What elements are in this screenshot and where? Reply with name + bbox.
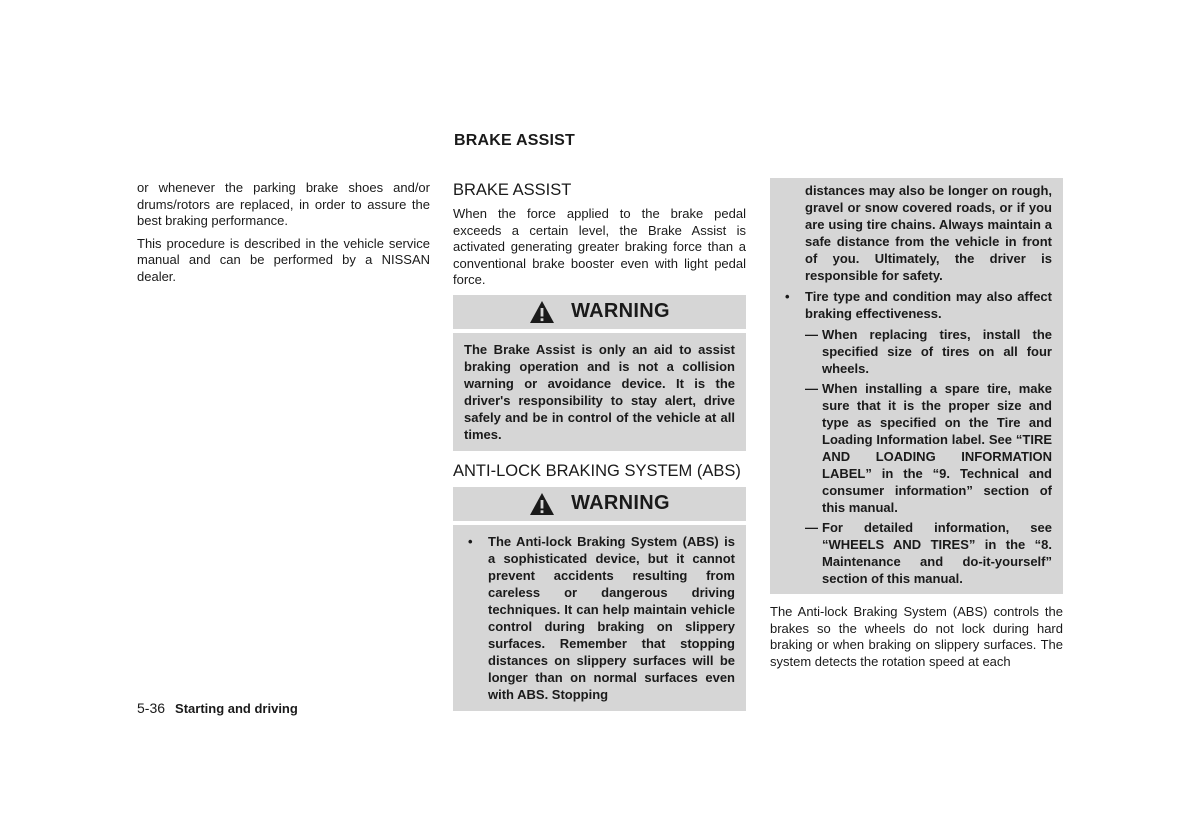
warning-label: WARNING (571, 492, 670, 514)
dash-mark: — (805, 327, 818, 342)
warning-triangle-icon (529, 300, 555, 324)
page-title: BRAKE ASSIST (454, 132, 575, 149)
page-footer (137, 700, 298, 716)
dash-text: When installing a spare tire, make sure that it is the proper size and type as specified on the Tire and Loading Information label. See “TIRE AND LOADING INFORMATION LABEL” in the “9. Technical and consumer information” section of this manual. (822, 381, 1052, 515)
right-column (770, 178, 1063, 676)
paragraph: This procedure is described in the vehicle service manual and can be performed by a NISSAN dealer. (137, 235, 430, 284)
dash-mark: — (805, 381, 818, 396)
dash-item (805, 519, 1052, 587)
warning-body-continued (770, 178, 1063, 594)
dash-item (805, 326, 1052, 377)
warning-header (453, 295, 746, 329)
warning-triangle-icon (529, 492, 555, 516)
abs-paragraph: The Anti-lock Braking System (ABS) controls the brakes so the wheels do not lock during hard braking or when braking on slippery surfaces. The system detects the rotation speed at each (770, 604, 1063, 669)
abs-heading: ANTI-LOCK BRAKING SYSTEM (ABS) (453, 461, 741, 480)
bullet-mark: • (785, 289, 790, 304)
middle-column (453, 180, 746, 711)
dash-text: When replacing tires, install the specified size of tires on all four wheels. (822, 327, 1052, 376)
dash-list (781, 326, 1052, 587)
warning-header (453, 487, 746, 521)
bullet-mark: • (468, 533, 473, 549)
warning-label: WARNING (571, 300, 670, 322)
dash-mark: — (805, 520, 818, 535)
page-number: 5-36 (137, 700, 166, 716)
chapter-title: Starting and driving (175, 701, 298, 716)
dash-text: For detailed information, see “WHEELS AND TIRES” in the “8. Maintenance and do-it-yourself” section of this manual. (822, 520, 1052, 586)
bullet-text: The Anti-lock Braking System (ABS) is a sophisticated device, but it cannot prevent accidents resulting from careless or dangerous driving techniques. It can help maintain vehicle control during braking on slippery surfaces. Remember that stopping distances on slippery surfaces will be longer than on normal surfaces even with ABS. Stopping (488, 533, 735, 702)
bullet-item (781, 288, 1052, 322)
warning-body (453, 333, 746, 451)
dash-item (805, 380, 1052, 516)
left-column (137, 180, 430, 291)
brake-assist-paragraph: When the force applied to the brake pedal exceeds a certain level, the Brake Assist is activated generating greater braking force than a conventional brake booster even with light pedal force. (453, 206, 746, 287)
continued-text: distances may also be longer on rough, gravel or snow covered roads, or if you are using tire chains. Always maintain a safe distance from the vehicle in front of you. Ultimately, the driver is responsible for safety. (805, 183, 1052, 283)
bullet-text: Tire type and condition may also affect braking effectiveness. (805, 289, 1052, 321)
paragraph: or whenever the parking brake shoes and/or drums/rotors are replaced, in order to assure the best braking performance. (137, 180, 430, 228)
brake-assist-heading: BRAKE ASSIST (453, 181, 572, 199)
warning-text: The Brake Assist is only an aid to assist braking operation and is not a collision warning or avoidance device. It is the driver's responsibility to stay alert, drive safely and be in control of the vehicle at all times. (464, 341, 735, 442)
warning-body (453, 525, 746, 711)
bullet-item (464, 533, 735, 703)
